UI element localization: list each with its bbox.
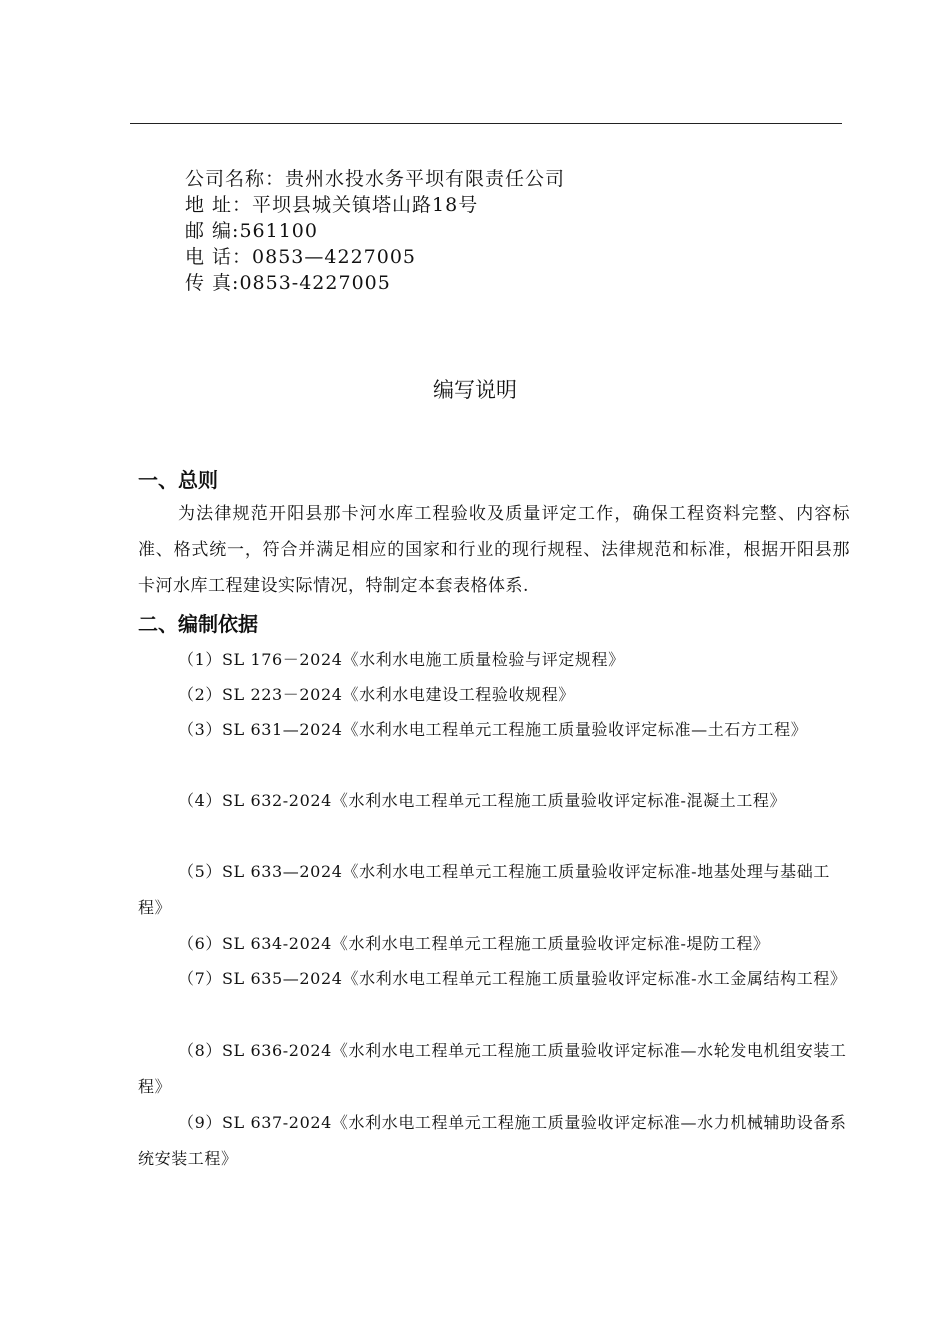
section-general-heading: 一、总则: [138, 468, 218, 492]
reference-item: （6）SL 634-2024《水利水电工程单元工程施工质量验收评定标准-堤防工程》: [178, 934, 770, 953]
company-postcode: 邮 编:561100: [185, 220, 318, 242]
company-address: 地 址：平坝县城关镇塔山路18号: [185, 194, 479, 216]
reference-item: （7）SL 635—2024《水利水电工程单元工程施工质量验收评定标准-水工金属结构工程》: [178, 969, 847, 988]
reference-item: （4）SL 632-2024《水利水电工程单元工程施工质量验收评定标准-混凝土工程》: [178, 791, 787, 810]
reference-item: （1）SL 176－2024《水利水电施工质量检验与评定规程》: [178, 650, 625, 669]
reference-item: （3）SL 631—2024《水利水电工程单元工程施工质量验收评定标准—土石方工程》: [178, 720, 808, 739]
reference-item: （9）SL 637-2024《水利水电工程单元工程施工质量验收评定标准—水力机械辅助设备系统安装工程》: [138, 1113, 847, 1168]
company-name: 公司名称：贵州水投水务平坝有限责任公司: [185, 168, 566, 190]
company-info: [185, 166, 565, 296]
section-general-body: 为法律规范开阳县那卡河水库工程验收及质量评定工作，确保工程资料完整、内容标准、格式统一，符合并满足相应的国家和行业的现行规程、法律规范和标准，根据开阳县那卡河水库工程建设实际情况，特制定本套表格体系.: [138, 504, 850, 596]
reference-item: （5）SL 633—2024《水利水电工程单元工程施工质量验收评定标准-地基处理与基础工程》: [138, 862, 830, 917]
header-rule: [130, 123, 842, 124]
reference-item: （2）SL 223－2024《水利水电建设工程验收规程》: [178, 685, 575, 704]
company-fax: 传 真:0853-4227005: [185, 272, 391, 294]
section-basis-heading: 二、编制依据: [138, 612, 258, 636]
reference-item: （8）SL 636-2024《水利水电工程单元工程施工质量验收评定标准—水轮发电机组安装工程》: [138, 1041, 847, 1096]
doc-title: 编写说明: [433, 378, 517, 402]
company-phone: 电 话：0853—4227005: [185, 246, 417, 268]
